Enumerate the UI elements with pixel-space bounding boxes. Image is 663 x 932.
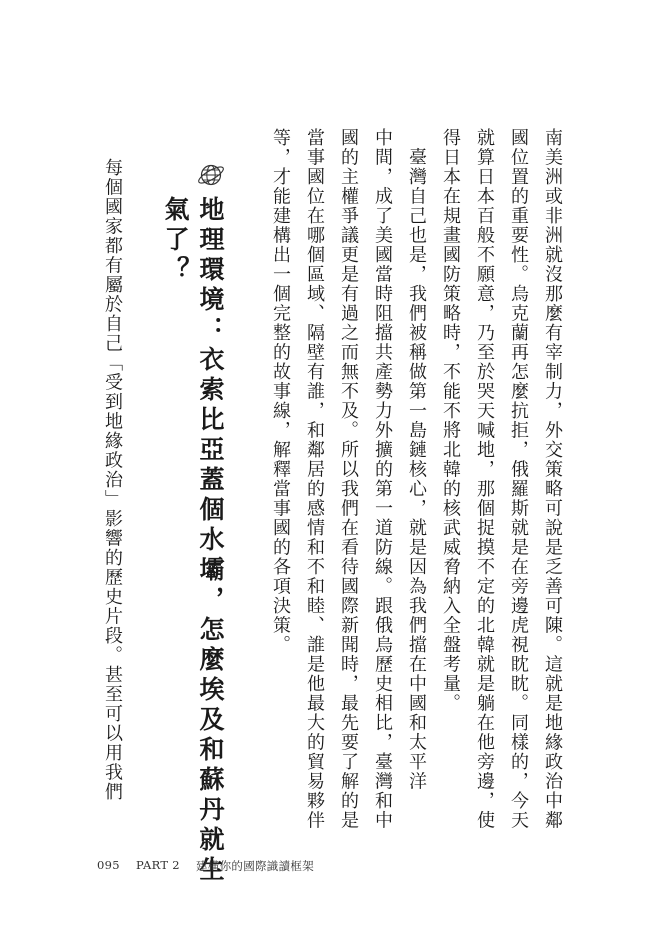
section-heading: 氣了？ [161,196,190,286]
part-label: PART 2 [136,858,180,872]
text-column: 每個國家都有屬於自己「受到地緣政治」影響的歷史片段。甚至可以用我們 [102,158,123,802]
text-column: 當事國位在哪個區域、隔壁有誰，和鄰居的感情和不和睦、誰是他最大的貿易夥伴 [304,128,325,830]
text-column: 南美洲或非洲就沒那麼有宰制力，外交策略可說是乏善可陳。這就是地緣政治中鄰 [542,128,563,830]
text-column: 國的主權爭議更是有過之而無不及。所以我們在看待國際新聞時，最先要了解的是 [338,128,359,830]
text-column: 等，才能建構出一個完整的故事線，解釋當事國的各項決策。 [270,128,291,655]
globe-icon [196,160,226,190]
text-column: 國位置的重要性。烏克蘭再怎麼抗拒，俄羅斯就是在旁邊虎視眈眈。同樣的，今天 [508,128,529,830]
chapter-title: 建構你的國際識讀框架 [196,859,314,873]
section-heading: 地理環境：衣索比亞蓋個水壩，怎麼埃及和蘇丹就生 [196,196,225,886]
text-column: 就算日本百般不願意，乃至於哭天喊地，那個捉摸不定的北韓就是躺在他旁邊，使 [474,128,495,830]
page-number: 095 [97,858,120,872]
text-column: 得日本在規畫國防策略時，不能不將北韓的核武威脅納入全盤考量。 [440,128,461,713]
text-column: 中間，成了美國當時阻擋共產勢力外擴的第一道防線。跟俄烏歷史相比，臺灣和中 [372,128,393,830]
text-column: 臺灣自己也是，我們被稱做第一島鏈核心，就是因為我們擋在中國和太平洋 [406,128,427,791]
